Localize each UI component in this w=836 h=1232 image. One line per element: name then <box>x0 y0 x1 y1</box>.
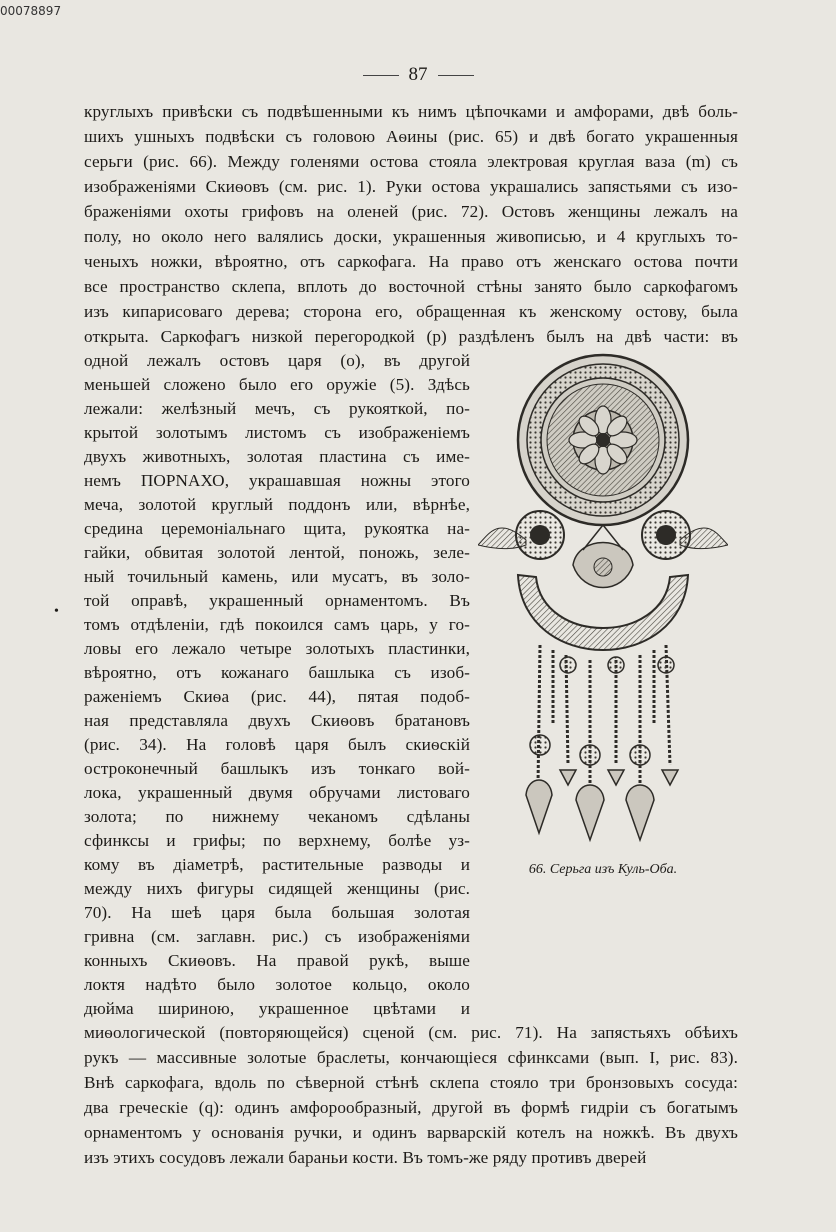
text-line: изображеніями Скиѳовъ (см. рис. 1). Руки остова украшались запястьями съ изо- <box>84 177 738 196</box>
text-line: ловы его лежало четыре золотыхъ пластинки, <box>84 639 470 658</box>
text-line: раженіемъ Скиѳа (рис. 44), пятая подоб- <box>84 687 470 706</box>
text-line: ный точильный камень, или мусатъ, въ золо- <box>84 567 470 586</box>
header-dash-left <box>363 75 399 76</box>
text-line: крытой золотымъ листомъ съ изображеніемъ <box>84 423 470 442</box>
text-line: миѳологической (повторяющейся) сценой (см. рис. 71). На запястьяхъ обѣихъ <box>84 1023 738 1042</box>
text-line: остроконечный башлыкъ изъ тонкаго вой- <box>84 759 470 778</box>
text-line: золота; по нижнему чеканомъ сдѣланы <box>84 807 470 826</box>
text-line: той оправѣ, украшенный орнаментомъ. Въ <box>84 591 470 610</box>
page-header <box>0 64 836 86</box>
stray-mark: • <box>54 604 59 619</box>
text-line: томъ отдѣленіи, гдѣ покоился самъ царь, у го- <box>84 615 470 634</box>
text-line: браженіями охоты грифовъ на оленей (рис. 72). Остовъ женщины лежалъ на <box>84 202 738 221</box>
text-line: дюйма шириною, украшенное цвѣтами и <box>84 999 470 1018</box>
text-line: открыта. Саркофагъ низкой перегородкой (p) раздѣленъ былъ на двѣ части: въ <box>84 327 738 346</box>
text-line: два греческіе (q): одинъ амфорообразный, другой въ формѣ гидріи съ богатымъ <box>84 1098 738 1117</box>
text-line: меньшей сложено было его оружіе (5). Здѣсь <box>84 375 470 394</box>
text-line: одной лежалъ остовъ царя (o), въ другой <box>84 351 470 370</box>
text-line: полу, но около него валялись доски, украшенныя живописью, и 4 круглыхъ то- <box>84 227 738 246</box>
figure-caption: 66. Серьга изъ Куль-Оба. <box>528 862 678 877</box>
page-number: 87 <box>408 64 428 85</box>
text-line: кому въ діаметрѣ, растительные разводы и <box>84 855 470 874</box>
text-line: изъ этихъ сосудовъ лежали бараньи кости. Въ томъ-же ряду противъ дверей <box>84 1148 647 1167</box>
text-line: гайки, обвитая золотой лентой, поножь, зеле- <box>84 543 470 562</box>
text-line: между нихъ фигуры сидящей женщины (рис. <box>84 879 470 898</box>
text-line: вѣроятно, отъ кожанаго башлыка съ изоб- <box>84 663 470 682</box>
text-line: серьги (рис. 66). Между голенями остова стояла электровая круглая ваза (m) съ <box>84 152 738 171</box>
text-line: лока, украшенный двумя обручами листоваго <box>84 783 470 802</box>
text-line: все пространство склепа, вплоть до восточной стѣны занято было саркофагомъ <box>84 277 738 296</box>
text-line: меча, золотой круглый поддонъ или, вѣрнѣе, <box>84 495 470 514</box>
text-line: лежали: желѣзный мечъ, съ рукояткой, по- <box>84 399 470 418</box>
earring-pendants <box>526 645 678 840</box>
text-line: круглыхъ привѣски съ подвѣшенными къ нимъ цѣпочками и амфорами, двѣ боль- <box>84 102 738 121</box>
text-line: (рис. 34). На головѣ царя былъ скиѳскій <box>84 735 470 754</box>
scan-id: 00078897 <box>0 4 62 18</box>
text-line: 70). На шеѣ царя была большая золотая <box>84 903 470 922</box>
text-line: локтя надѣто было золотое кольцо, около <box>84 975 470 994</box>
text-line: изъ кипарисоваго дерева; сторона его, обращенная къ женскому остову, была <box>84 302 738 321</box>
text-line: конныхъ Скиѳовъ. На правой рукѣ, выше <box>84 951 470 970</box>
header-dash-right <box>438 75 474 76</box>
text-line: ная представляла двухъ Скиѳовъ братановъ <box>84 711 470 730</box>
text-line: ченыхъ ножки, вѣроятно, отъ саркофага. На право отъ женскаго остова почти <box>84 252 738 271</box>
text-line: Внѣ саркофага, вдоль по сѣверной стѣнѣ склепа стояло три бронзовыхъ сосуда: <box>84 1073 738 1092</box>
text-line: гривна (см. заглавн. рис.) съ изображеніями <box>84 927 470 946</box>
text-line: двухъ животныхъ, золотая пластина съ име- <box>84 447 470 466</box>
text-line: средина церемоніальнаго щита, рукоятка на- <box>84 519 470 538</box>
text-line: сфинксы и грифы; по верхнему, болѣе уз- <box>84 831 470 850</box>
text-line: орнаментомъ у основанія ручки, и одинъ варварскій котелъ на ножкѣ. Въ двухъ <box>84 1123 738 1142</box>
text-line: шихъ ушныхъ подвѣски съ головою Аѳины (рис. 65) и двѣ богато украшенныя <box>84 127 738 146</box>
text-line: рукъ — массивные золотые браслеты, кончающіеся сфинксами (вып. I, рис. 83). <box>84 1048 738 1067</box>
earring-disc <box>518 355 688 525</box>
text-line: немъ ПОРNАХО, украшавшая ножны этого <box>84 471 470 490</box>
earring-illustration <box>478 345 728 845</box>
